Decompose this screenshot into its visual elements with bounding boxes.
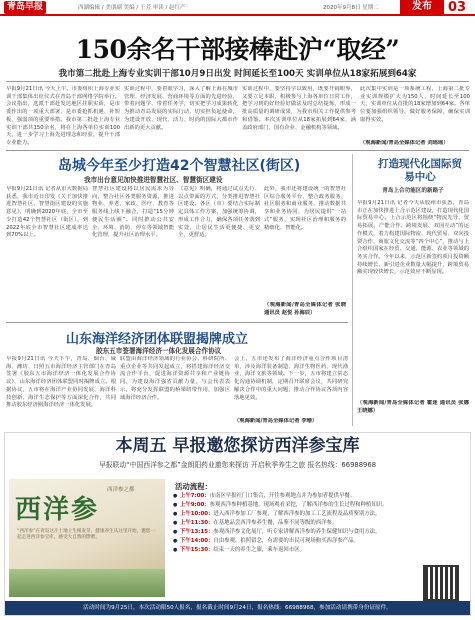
photo-brand-text: 西洋参: [15, 495, 100, 525]
lead-article-col-3: 实训过程中，要坚持学以致用，既要开阔眼界，又要立足本职，积极参与上海各单位日常工作，把学习到的好经验好做法及时总结提炼，形成一批高质量的调研成果，为我市相关工作提供参考和借鉴。本次实训单位从18家拓展到64家，涵盖政府部门、国有企业、金融机构等领域。: [242, 86, 356, 131]
photo-tag: 西洋参之都: [107, 487, 135, 493]
section-label: 发布: [400, 0, 444, 14]
page-number: 03: [448, 0, 467, 15]
article-two-col-4: 此外，我市还将建设统一的智慧社区综合服务平台，整合政务服务、社区服务和商业服务，推动数据共享和业务协同，为居民提供“一站式”服务，实现社区治理和服务的精细化、智能化。: [264, 186, 346, 231]
photo-description: “西洋参”在青岛这片土地上生根发芽，健康养生从这里开始，邀您一起走进西洋参宝库，感受大自然的馈赠。: [17, 529, 155, 541]
schedule-item: ● 上午7:00：市南区早报社门口集合，开往参观地点并为参加者提供早餐。: [173, 493, 459, 501]
promo-subtitle: 早报联动“中国西洋参之都”金朗阳药业邀您来探访 开启秋季养生之旅 报名热线：66988968: [98, 461, 377, 469]
article-two-col-1: 早报9月21日讯 记者从市大数据局获悉，我市近日印发《关于加快推进智慧社区、智慧街区建设的实施意见》，明确到2020年底，全市至少打造42个智慧社区（街区），到2022年底全市智慧社区建成率达到70%以上。: [6, 186, 88, 239]
newspaper-logo: 青岛早报: [4, 1, 46, 14]
promo-box: [4, 432, 471, 616]
schedule-item: ● 下午13:15：参观西洋参文化展厅，听专家讲解西洋参的养生保健知识与食用方法。: [173, 529, 459, 537]
article-two-title: 岛城今年至少打造42个智慧社区(街区): [58, 158, 301, 174]
main-headline: 150余名干部接棒赴沪“取经”: [75, 35, 400, 64]
article-three-title: 打造现代化国际贸易中心: [378, 158, 462, 183]
divider: [6, 81, 469, 82]
article-four-credit: （观海新闻/青岛全媒体记者 李珊）: [234, 418, 318, 424]
column-divider: [352, 154, 353, 426]
lead-article-col-2: 实训过程中，要着眼学习，深入了解上海在城市管理、经济发展、营商环境等方面的先进经验，带着问题学、带着任务学，切实把学习成果转化为推动青岛发展的实际行动，切实担负起使命，为建设开放、现代、活力、时尚的国际大都市作出新的更大贡献。: [124, 86, 238, 131]
article-four-subtitle: 胶东五市签署海洋经济一体化发展合作协议: [96, 347, 222, 355]
lead-article-col-4: 此次集中实训是一项系统工程，上海第二批专业实训规模扩大为150人，时间延长至100天，实训单位从首批的18家增加到64家。各单位要加强组织领导，做好服务保障，确保实训取得实效。: [360, 86, 470, 123]
article-four-col-2: 联盟由海洋经济领域的行业协会、科研院所、重点企业等共同发起成立，将搭建海洋经济交流合作平台，促进海洋资源共享和产业链协同，为建设海洋强省贡献力量。与会代表表示，将充分发挥联盟的桥梁纽带作用，加强区域海洋经济合作。: [120, 356, 230, 401]
issue-date: 2020年9月8日 星期二: [323, 5, 379, 11]
activity-schedule: [173, 493, 459, 556]
article-two-credit: （观海新闻/青岛全媒体记者 张晓 通讯员 赵悦 孙海辰）: [264, 302, 346, 316]
article-four-col-1: 早报9月21日讯 今天下午，青岛、烟台、威海、潍坊、日照五市海洋经济主管部门在青岛签署《胶东五市海洋经济一体化发展合作协议》，山东海洋经济团体联盟同时揭牌成立。根据协议，五市将在海洋产业协同发展、海洋科技创新、海洋生态保护等方面深化合作，共同推动胶东经济圈海洋经济一体化发展。: [6, 356, 116, 409]
article-four-title: 山东海洋经济团体联盟揭牌成立: [66, 332, 249, 347]
article-three-subtitle: 青岛上合功能区的新路子: [382, 188, 444, 194]
qr-code-icon[interactable]: [423, 565, 459, 601]
main-subheadline: 我市第二批赴上海专业实训干部10月9日出发 时间延长至100天 实训单位从18家拓展到64家: [58, 69, 417, 79]
lead-article-credit: （观海新闻/青岛全媒体记者 刘瑶瑶）: [360, 140, 449, 146]
schedule-item: ● 上午10:00：进入西洋参加工厂参观，了解西洋参的加工工艺流程及品质鉴别方法。: [173, 511, 459, 519]
schedule-item: ● 下午14:00：自由参观、拍照留念，有需要的市民可现场购买西洋参产品。: [173, 538, 459, 546]
divider: [6, 322, 348, 323]
ginseng-photo: [9, 479, 165, 597]
article-three-credit: （观海新闻/青岛全媒体记者 霍迷 通讯员 张娜 王晓娜）: [357, 400, 469, 414]
schedule-item: ● 上午11:30：在基地品尝西洋参养生餐，品鉴不同等级的西洋参。: [173, 520, 459, 528]
schedule-item: ● 上午9:00：参观西洋参种植基地，现场观看采挖，了解西洋参的生长过程和种植知识。: [173, 502, 459, 510]
article-four-col-3: 会上，五市还发布了海洋经济重点合作项目清单，涉及海洋装备制造、海洋生物医药、现代渔业、海洋文旅等领域。下一步，五市将建立常态化沟通协调机制，定期召开联席会议，共同研究解决合作中的重大问题，推动合作协议各项内容落地见效。: [234, 356, 348, 401]
article-three-body: 早报9月21日讯 记者今天从胶州市获悉，青岛市正在加快推进上合示范区建设，打造现代化国际贸易中心。上合示范区将围绕“物流先导、贸易拓展、产能合作、跨境发展、双园互动”的运作模式，着力构建国际物流、现代贸易、双向投资合作、商旅文化交流等“四个中心”，推动与上合组织国家在经贸、交通、能源、农业等领域的务实合作。今年以来，示范区新签约项目投资额持续增长，新引进企业数量大幅提升，跨境贸易额实现较快增长，示范效应不断显现。: [357, 200, 469, 276]
editor-info: 西湖编辑 / 美朋副 美编 / 王芳 审读 / 赵红产: [78, 5, 186, 11]
divider: [6, 150, 469, 151]
schedule-item: ● 下午15:30：结束一天的养生之旅，乘车返回市区。: [173, 547, 459, 555]
article-two-col-2: 智慧社区建设将以居民需求为导向，整合社区各类服务资源，推进物业、养老、家政、医疗、教育等服务线上线下融合，打造“15分钟便民生活圈”。同时推动公共安全、环境、消防、停车等领域智能化管理，提升社区治理水平。: [92, 186, 174, 239]
lead-article-col-1: 早报9月21日讯 今天上午，市委组织上海专业实训干部集体出征仪式在青岛干部网络学院举行。会议指出，选派干部赴发达地区挂职实训，是市委作出的一项重大部署，是市委抢抓机遇、补短板、强弱项的重要举措。我市第二批赴上海专业实训干部共150余名，将在上海各单位实训100天，进一步学习上海先进理念和经验，提升干部专业能力。: [6, 86, 120, 146]
promo-title: 本周五 早报邀您探访西洋参宝库: [115, 436, 360, 456]
promo-footer: 活动时间为9月25日，本次活动限50人报名，报名截止时间9月24日，报名热线：66988968，参加活动请携带身份证原件。: [5, 601, 470, 615]
activity-label: 活动流程：: [175, 482, 212, 491]
article-two-col-3: 《意见》明确，将通过试点先行、以点带面的方式，分类推进智慧社区建设。各区（市）要结合实际制定具体工作方案，加强统筹协调，形成工作合力，确保各项任务落到实处，让居民生活更便捷、更安全、更舒适。: [178, 186, 260, 239]
article-two-subtitle: 我市出台意见加快推进智慧社区、智慧街区建设: [84, 176, 223, 184]
ginseng-field-image: [9, 569, 165, 597]
masthead: [0, 0, 475, 16]
